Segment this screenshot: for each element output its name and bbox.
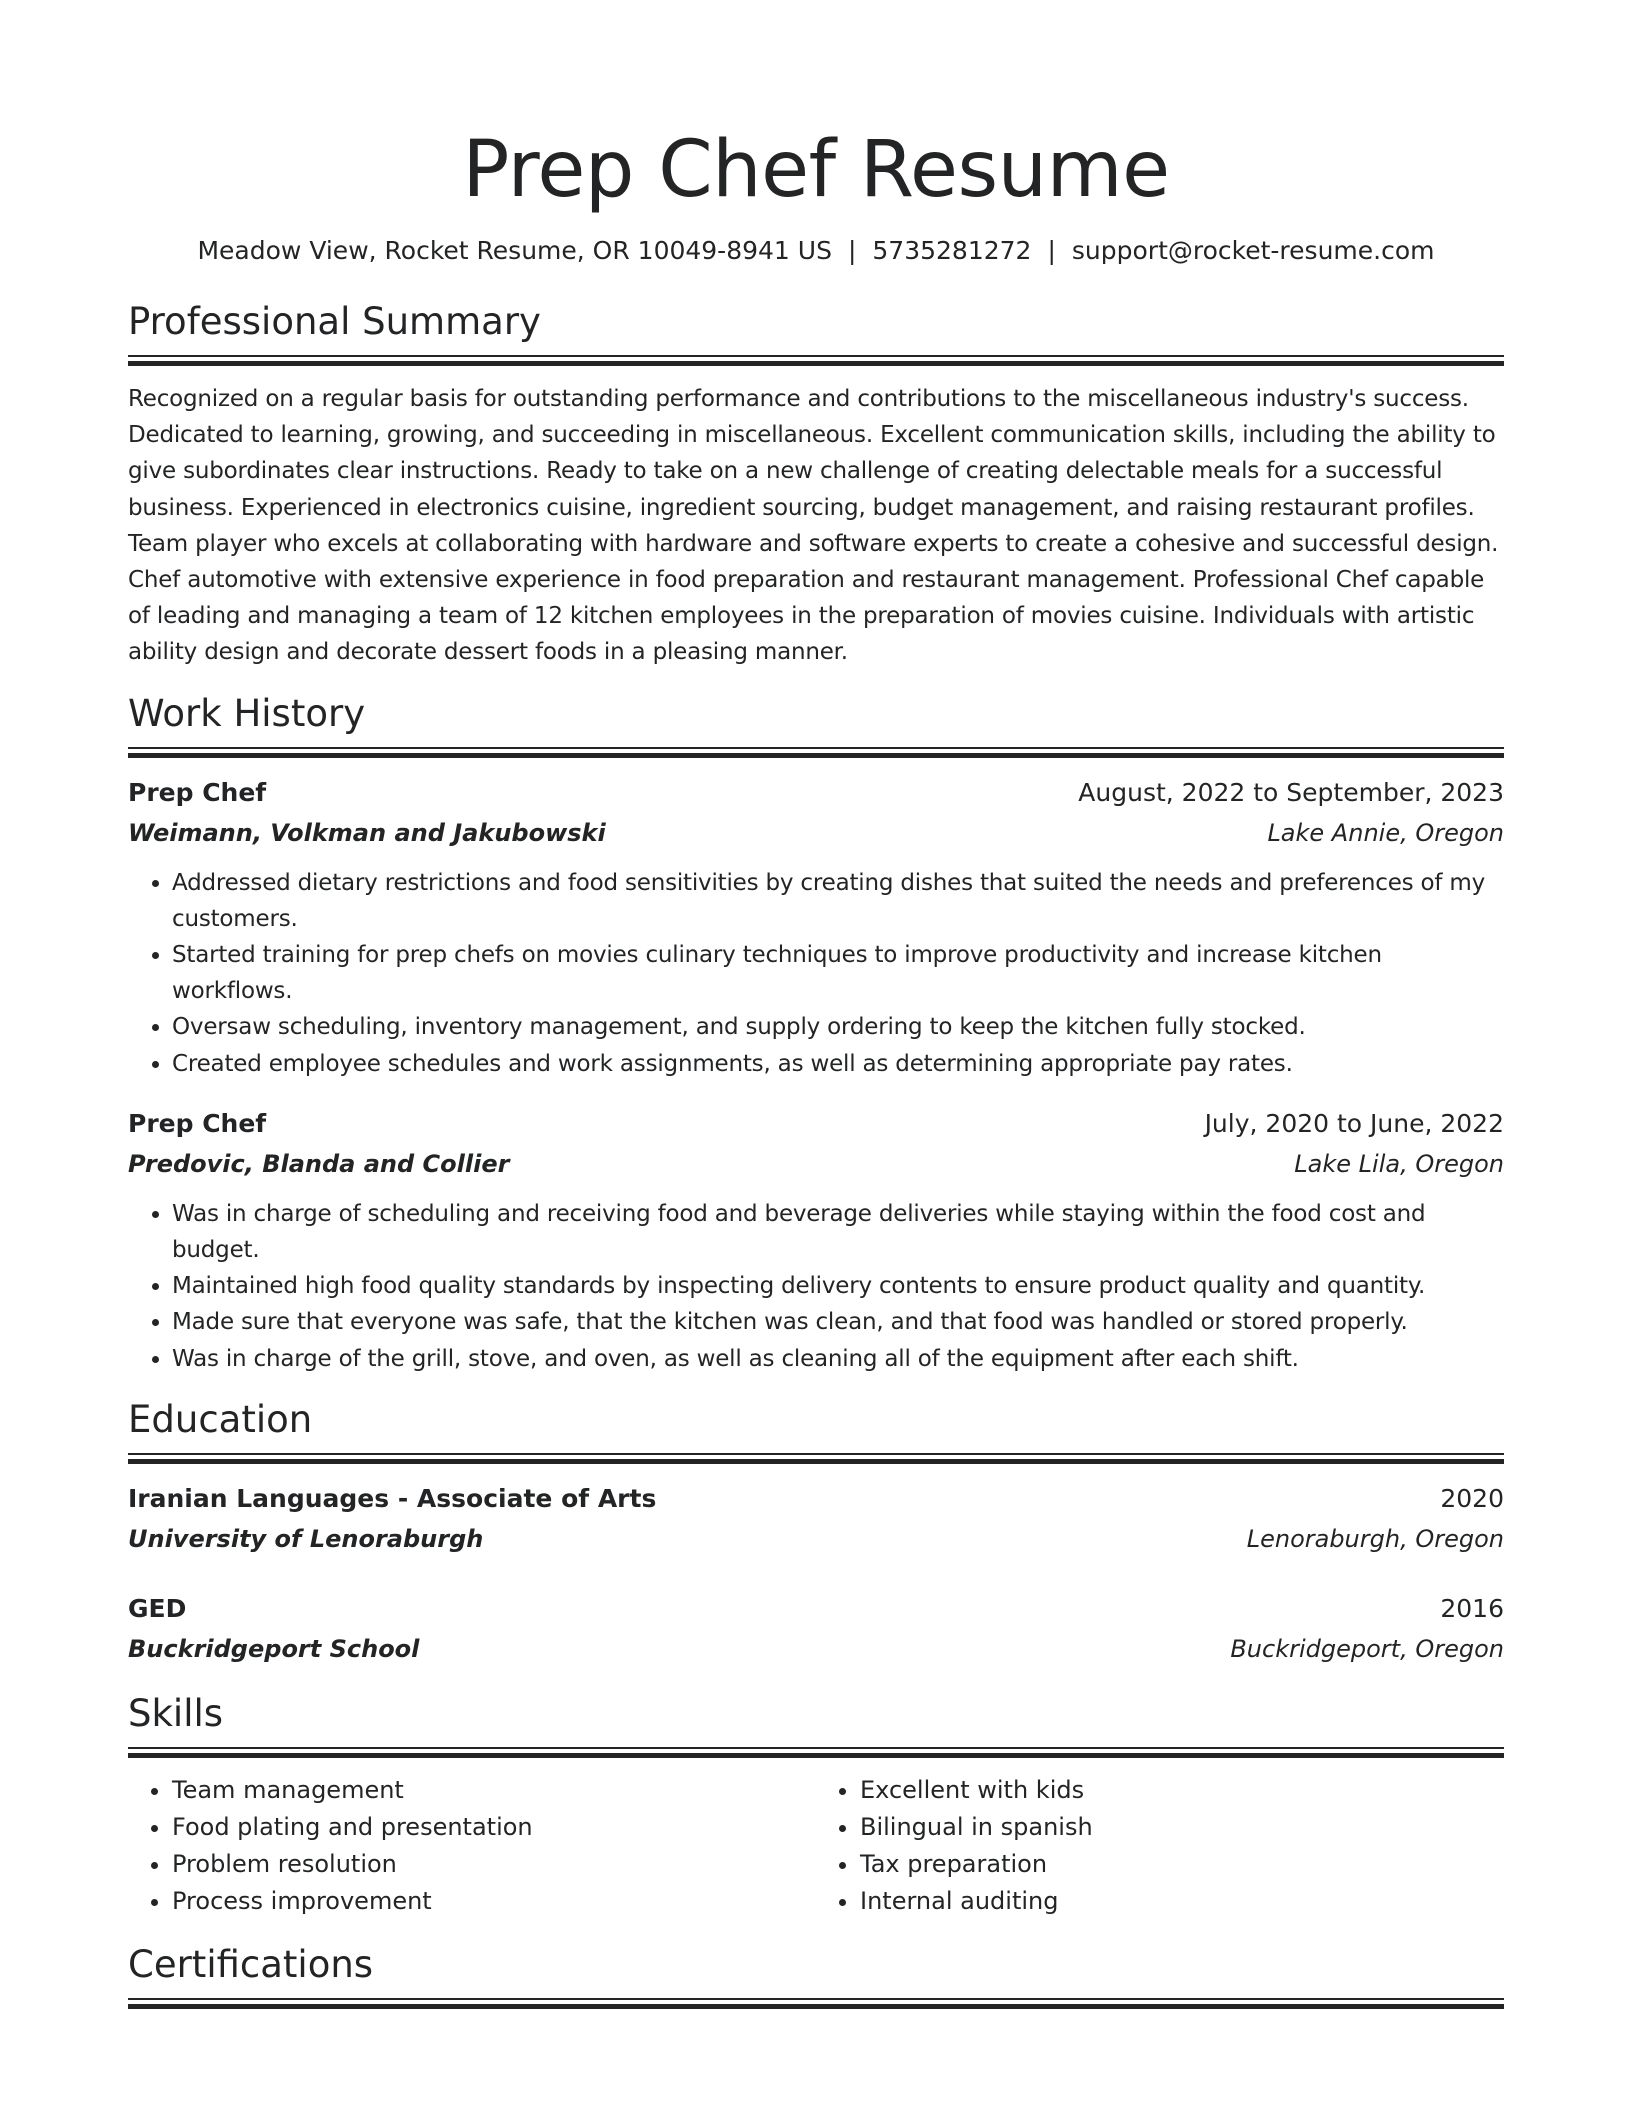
resume-page <box>128 120 1504 2009</box>
job-title: Prep Chef <box>128 1108 267 1138</box>
skill-item: • Food plating and presentation <box>172 1809 816 1846</box>
job-subheader <box>128 813 1504 853</box>
job-duty: • Started training for prep chefs on movies culinary techniques to improve productivity and increase kitchen workflows. <box>172 937 1504 1009</box>
education-entry <box>128 1479 1504 1559</box>
section-divider <box>128 1747 1504 1758</box>
section-title-skills: Skills <box>128 1691 224 1735</box>
contact-line <box>128 234 1504 268</box>
job-employer: Weimann, Volkman and Jakubowski <box>128 818 606 847</box>
section-title-certifications: Certifications <box>128 1942 374 1986</box>
job-duty: • Was in charge of the grill, stove, and oven, as well as cleaning all of the equipment after each shift. <box>172 1341 1504 1377</box>
section-divider <box>128 1998 1504 2009</box>
job-header <box>128 773 1504 813</box>
job-duty: • Addressed dietary restrictions and food sensitivities by creating dishes that suited the needs and preferences of my customers. <box>172 865 1504 937</box>
skill-item: • Excellent with kids <box>860 1772 1504 1809</box>
education-year: 2020 <box>1440 1483 1504 1513</box>
resume-title: Prep Chef Resume <box>462 125 1170 215</box>
education-location: Buckridgeport, Oregon <box>1230 1634 1504 1663</box>
job-entry <box>128 1104 1504 1377</box>
section-title-summary: Professional Summary <box>128 300 541 343</box>
job-duty: • Made sure that everyone was safe, that the kitchen was clean, and that food was handled or stored properly. <box>172 1304 1504 1340</box>
skill-item: • Bilingual in spanish <box>860 1809 1504 1846</box>
skills-list-left <box>128 1772 816 1920</box>
job-duties <box>128 1196 1504 1377</box>
job-duty: • Maintained high food quality standards by inspecting delivery contents to ensure product quality and quantity. <box>172 1268 1504 1304</box>
contact-separator: | <box>1047 236 1056 265</box>
education-year: 2016 <box>1440 1593 1504 1623</box>
job-location: Lake Lila, Oregon <box>1294 1149 1504 1178</box>
education-section <box>128 1397 1504 1669</box>
summary-section <box>128 299 1504 671</box>
job-employer: Predovic, Blanda and Collier <box>128 1149 510 1178</box>
education-entry <box>128 1589 1504 1669</box>
skill-item: • Process improvement <box>172 1883 816 1920</box>
job-entry <box>128 773 1504 1082</box>
job-duty: • Oversaw scheduling, inventory management, and supply ordering to keep the kitchen fully stocked. <box>172 1009 1504 1045</box>
job-header <box>128 1104 1504 1144</box>
contact-separator: | <box>847 236 857 265</box>
section-title-work-history: Work History <box>128 691 366 735</box>
education-header <box>128 1589 1504 1629</box>
education-school: Buckridgeport School <box>128 1634 420 1663</box>
skills-list-right <box>816 1772 1504 1920</box>
job-location: Lake Annie, Oregon <box>1267 818 1504 847</box>
education-school: University of Lenoraburgh <box>128 1524 484 1553</box>
section-title-education: Education <box>128 1397 313 1441</box>
education-subheader <box>128 1629 1504 1669</box>
education-location: Lenoraburgh, Oregon <box>1246 1524 1504 1553</box>
skills-section <box>128 1691 1504 1920</box>
section-divider <box>128 747 1504 758</box>
skills-columns <box>128 1772 1504 1920</box>
education-header <box>128 1479 1504 1519</box>
job-dates: August, 2022 to September, 2023 <box>1078 777 1504 807</box>
work-history-section <box>128 691 1504 1377</box>
job-duty: • Was in charge of scheduling and receiving food and beverage deliveries while staying within the food cost and budget. <box>172 1196 1504 1268</box>
education-subheader <box>128 1519 1504 1559</box>
skill-item: • Tax preparation <box>860 1846 1504 1883</box>
skill-item: • Problem resolution <box>172 1846 816 1883</box>
section-divider <box>128 355 1504 366</box>
skill-item: • Team management <box>172 1772 816 1809</box>
contact-phone: 5735281272 <box>872 236 1032 265</box>
job-duty: • Created employee schedules and work assignments, as well as determining appropriate pay rates. <box>172 1046 1504 1082</box>
contact-address: Meadow View, Rocket Resume, OR 10049-8941 US <box>197 236 832 265</box>
job-duties <box>128 865 1504 1082</box>
job-dates: July, 2020 to June, 2022 <box>1204 1108 1504 1138</box>
job-subheader <box>128 1144 1504 1184</box>
education-degree: Iranian Languages - Associate of Arts <box>128 1483 657 1513</box>
summary-text: Recognized on a regular basis for outstanding performance and contributions to the miscellaneous industry's success. Dedicated to learning, growing, and succeeding in miscellaneous. Excellent communication skills, including the ability to give subordinates clear instructions. Ready to take on a new challenge of creating delectable meals for a successful business. Experienced in electronics cuisine, ingredient sourcing, budget management, and raising restaurant profiles. Team player who excels at collaborating with hardware and software experts to create a cohesive and successful design. Chef automotive with extensive experience in food preparation and restaurant management. Professional Chef capable of leading and managing a team of 12 kitchen employees in the preparation of movies cuisine. Individuals with artistic ability design and decorate dessert foods in a pleasing manner. <box>128 386 1499 666</box>
section-divider <box>128 1453 1504 1464</box>
education-degree: GED <box>128 1593 187 1623</box>
skill-item: • Internal auditing <box>860 1883 1504 1920</box>
job-title: Prep Chef <box>128 777 267 807</box>
certifications-section <box>128 1942 1504 2009</box>
contact-email: support@rocket-resume.com <box>1071 236 1435 265</box>
